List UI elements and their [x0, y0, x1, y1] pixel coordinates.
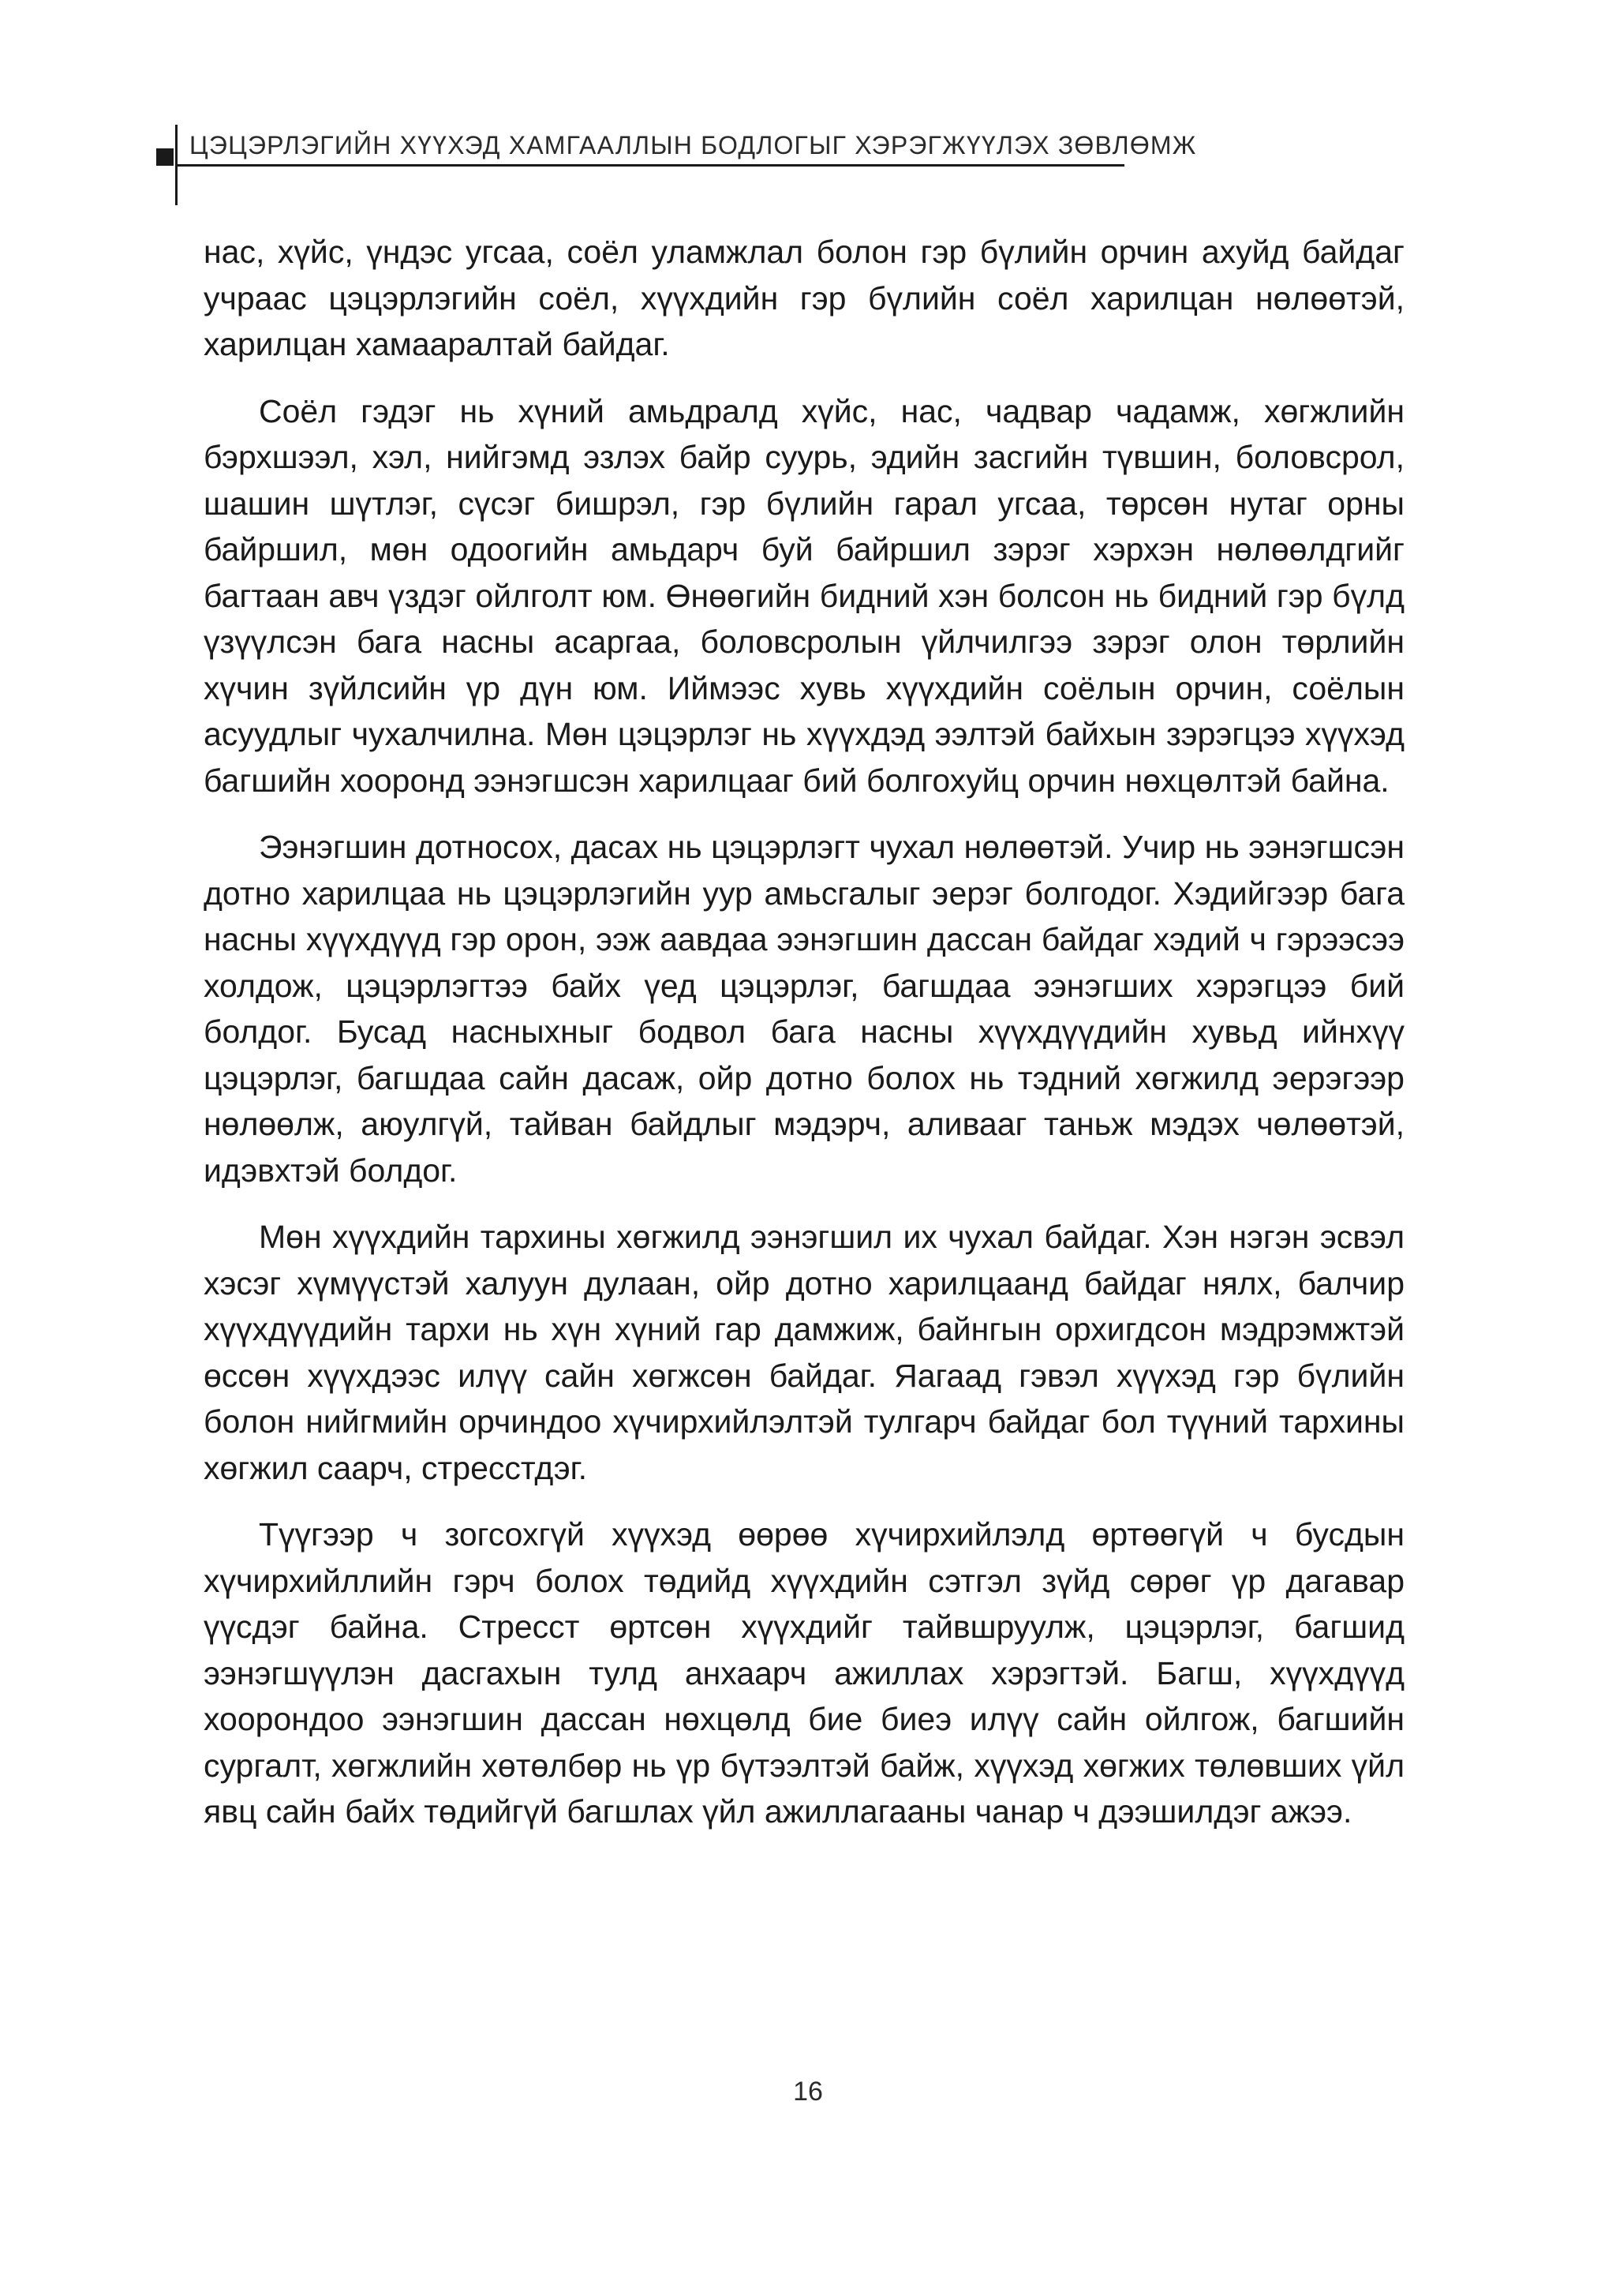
header-corner-mark	[156, 148, 174, 166]
paragraph-4: Мөн хүүхдийн тархины хөгжилд ээнэгшил их чухал байдаг. Хэн нэгэн эсвэл хэсэг хүмүүстэй халуун дулаан, ойр дотно харилцаанд байдаг нялх, балчир хүүхдүүдийн тархи нь хүн хүний гар дамжиж, байнгын орхигдсон мэдрэмжтэй өссөн хүүхдээс илүү сайн хөгжсөн байдаг. Яагаад гэвэл хүүхэд гэр бүлийн болон нийгмийн орчиндоо хүчирхийлэлтэй тулгарч байдаг бол түүний тархины хөгжил саарч, стресстдэг.	[204, 1219, 1405, 1486]
paragraph-2: Соёл гэдэг нь хүний амьдралд хүйс, нас, чадвар чадамж, хөгжлийн бэрхшээл, хэл, нийгэмд эзлэх байр суурь, эдийн засгийн түвшин, боловсрол, шашин шүтлэг, сүсэг бишрэл, гэр бүлийн гарал угсаа, төрсөн нутаг орны байршил, мөн одоогийн амьдарч буй байршил зэрэг хэрхэн нөлөөлдгийг багтаан авч үздэг ойлголт юм. Өнөөгийн бидний хэн болсон нь бидний гэр бүлд үзүүлсэн бага насны асаргаа, боловсролын үйлчилгээ зэрэг олон төрлийн хүчин зүйлсийн үр дүн юм. Иймээс хувь хүүхдийн соёлын орчин, соёлын асуудлыг чухалчилна. Мөн цэцэрлэг нь хүүхдэд ээлтэй байхын зэрэгцээ хүүхэд багшийн хооронд ээнэгшсэн харилцааг бий болгохуйц орчин нөхцөлтэй байна.	[204, 392, 1405, 799]
header-horizontal-rule	[175, 164, 1124, 167]
paragraph-3: Ээнэгшин дотносох, дасах нь цэцэрлэгт чухал нөлөөтэй. Учир нь ээнэгшсэн дотно харилцаа нь цэцэрлэгийн уур амьсгалыг эерэг болгодог. Хэдийгээр бага насны хүүхдүүд гэр орон, ээж аавдаа ээнэгшин дассан байдаг хэдий ч гэрээсээ холдож, цэцэрлэгтээ байх үед цэцэрлэг, багшдаа ээнэгших хэрэгцээ бий болдог. Бусад насныхныг бодвол бага насны хүүхдүүдийн хувьд ийнхүү цэцэрлэг, багшдаа сайн дасаж, ойр дотно болох нь тэдний хөгжилд эерэгээр нөлөөлж, аюулгүй, тайван байдлыг мэдэрч, аливааг таньж мэдэх чөлөөтэй, идэвхтэй болдог.	[204, 829, 1405, 1189]
paragraph-5: Түүгээр ч зогсохгүй хүүхэд өөрөө хүчирхийлэлд өртөөгүй ч бусдын хүчирхийллийн гэрч болох төдийд хүүхдийн сэтгэл зүйд сөрөг үр дагавар үүсдэг байна. Стресст өртсөн хүүхдийг тайвшруулж, цэцэрлэг, багшид ээнэгшүүлэн дасгахын тулд анхаарч ажиллах хэрэгтэй. Багш, хүүхдүүд хоорондоо ээнэгшин дассан нөхцөлд бие биеэ илүү сайн ойлгож, багшийн сургалт, хөгжлийн хөтөлбөр нь үр бүтээлтэй байж, хүүхэд хөгжих төлөвших үйл явц сайн байх төдийгүй багшлах үйл ажиллагааны чанар ч дээшилдэг ажээ.	[204, 1516, 1405, 1830]
page-number: 16	[793, 2077, 823, 2107]
body-text	[204, 229, 1405, 1856]
paragraph-1: нас, хүйс, үндэс угсаа, соёл уламжлал болон гэр бүлийн орчин ахуйд байдаг учраас цэцэрлэгийн соёл, хүүхдийн гэр бүлийн соёл харилцан нөлөөтэй, харилцан хамааралтай байдаг.	[204, 234, 1405, 362]
running-header: ЦЭЦЭРЛЭГИЙН ХҮҮХЭД ХАМГААЛЛЫН БОДЛОГЫГ ХЭРЭГЖҮҮЛЭХ ЗӨВЛӨМЖ	[189, 131, 1197, 159]
